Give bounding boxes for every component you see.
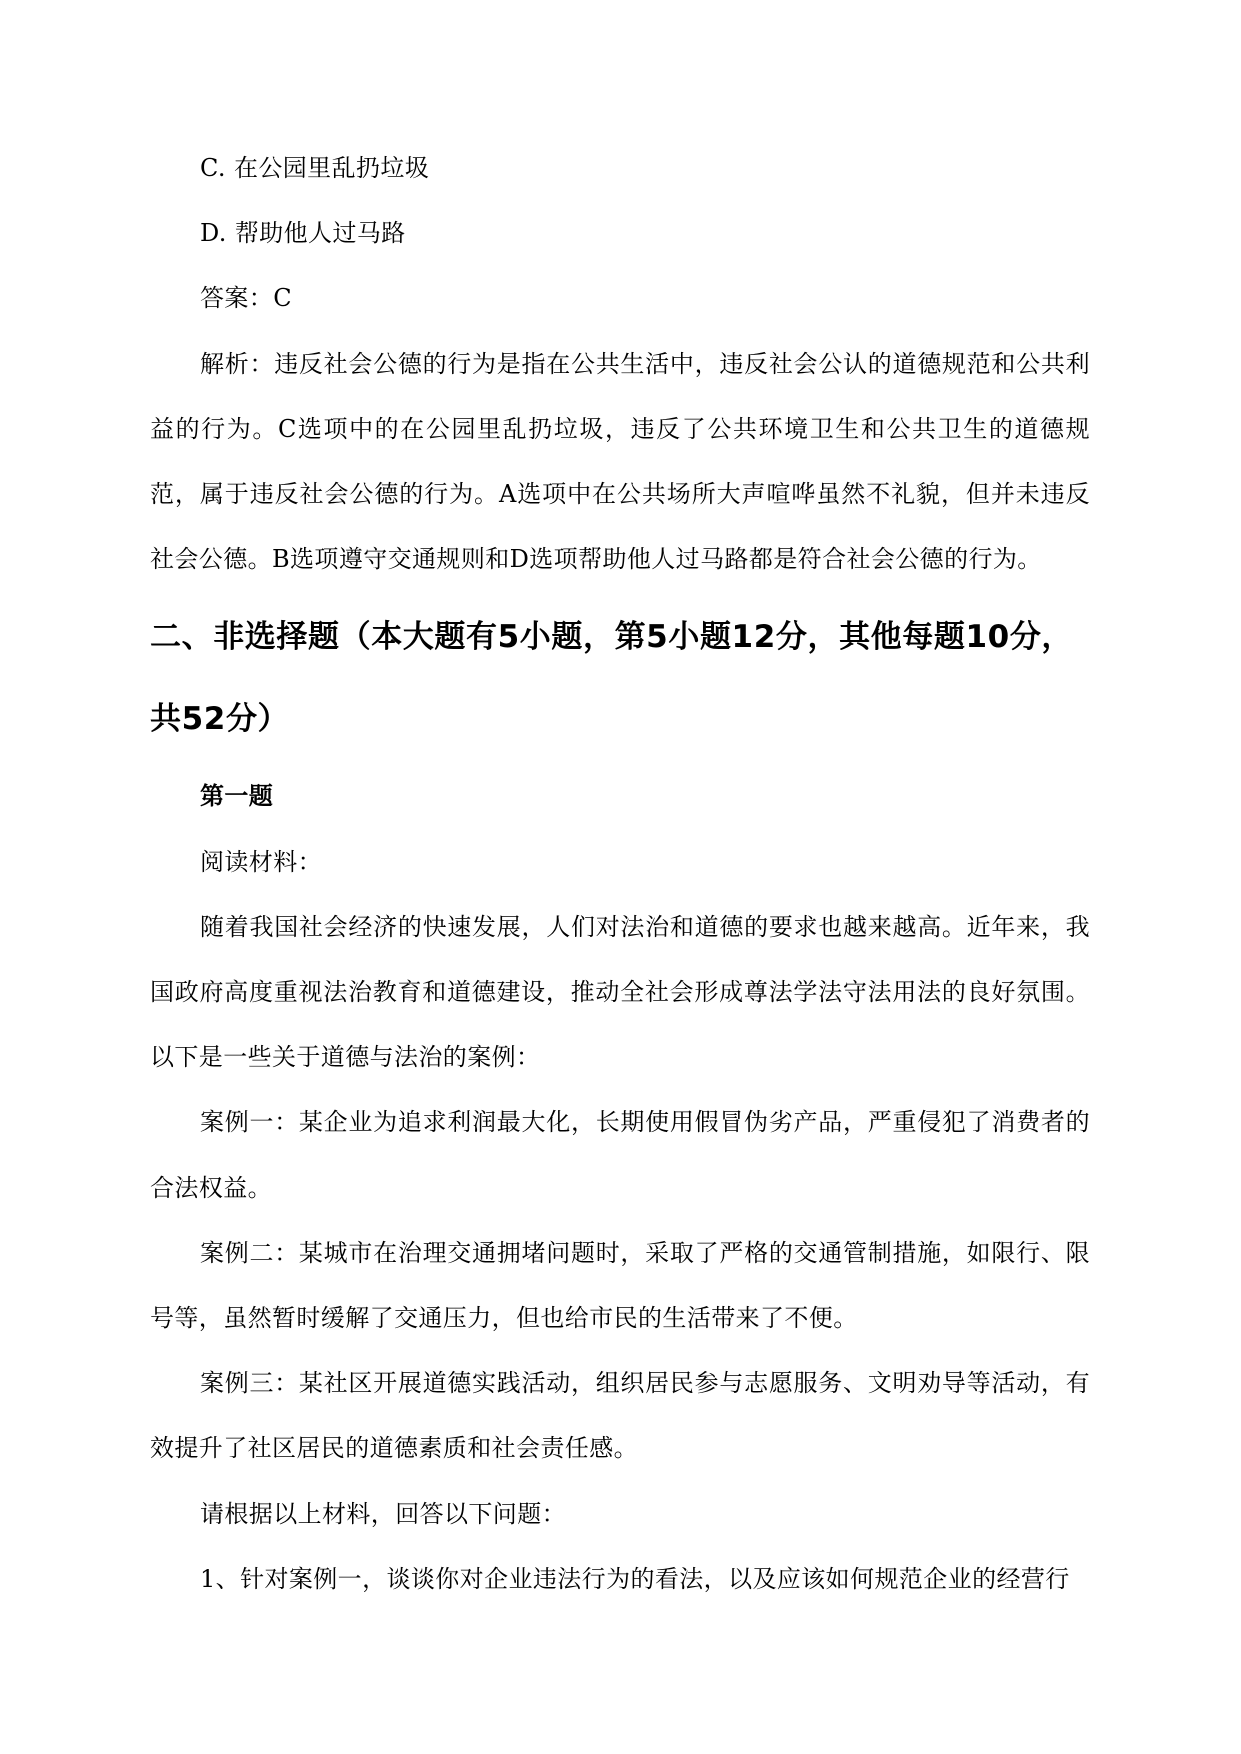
case-three: 案例三：某社区开展道德实践活动，组织居民参与志愿服务、文明劝导等活动，有效提升了社区居民的道德素质和社会责任感。	[150, 1369, 1090, 1463]
section-heading: 二、非选择题（本大题有5小题，第5小题12分，其他每题10分，共52分）	[150, 619, 1074, 738]
read-prompt: 阅读材料：	[200, 847, 322, 876]
option-d: D. 帮助他人过马路	[200, 219, 406, 248]
question-title: 第一题	[200, 782, 274, 811]
case-two: 案例二：某城市在治理交通拥堵问题时，采取了严格的交通管制措施，如限行、限号等，虽然暂时缓解了交通压力，但也给市民的生活带来了不便。	[150, 1238, 1090, 1333]
answer-line: 答案：C	[200, 284, 292, 313]
page-content	[150, 136, 1090, 1612]
explanation-paragraph: 解析：违反社会公德的行为是指在公共生活中，违反社会公认的道德规范和公共利益的行为。C选项中的在公园里乱扔垃圾，违反了公共环境卫生和公共卫生的道德规范，属于违反社会公德的行为。A选项中在公共场所大声喧哗虽然不礼貌，但并未违反社会公德。B选项遵守交通规则和D选项帮助他人过马路都是符合社会公德的行为。	[150, 349, 1090, 574]
sub-question-1: 1、针对案例一，谈谈你对企业违法行为的看法，以及应该如何规范企业的经营行	[200, 1564, 1070, 1593]
material-paragraph: 随着我国社会经济的快速发展，人们对法治和道德的要求也越来越高。近年来，我国政府高度重视法治教育和道德建设，推动全社会形成尊法学法守法用法的良好氛围。以下是一些关于道德与法治的案例：	[150, 912, 1090, 1072]
instruction-line: 请根据以上材料，回答以下问题：	[200, 1499, 566, 1528]
case-one: 案例一：某企业为追求利润最大化，长期使用假冒伪劣产品，严重侵犯了消费者的合法权益。	[150, 1108, 1090, 1202]
option-c: C. 在公园里乱扔垃圾	[200, 154, 430, 182]
